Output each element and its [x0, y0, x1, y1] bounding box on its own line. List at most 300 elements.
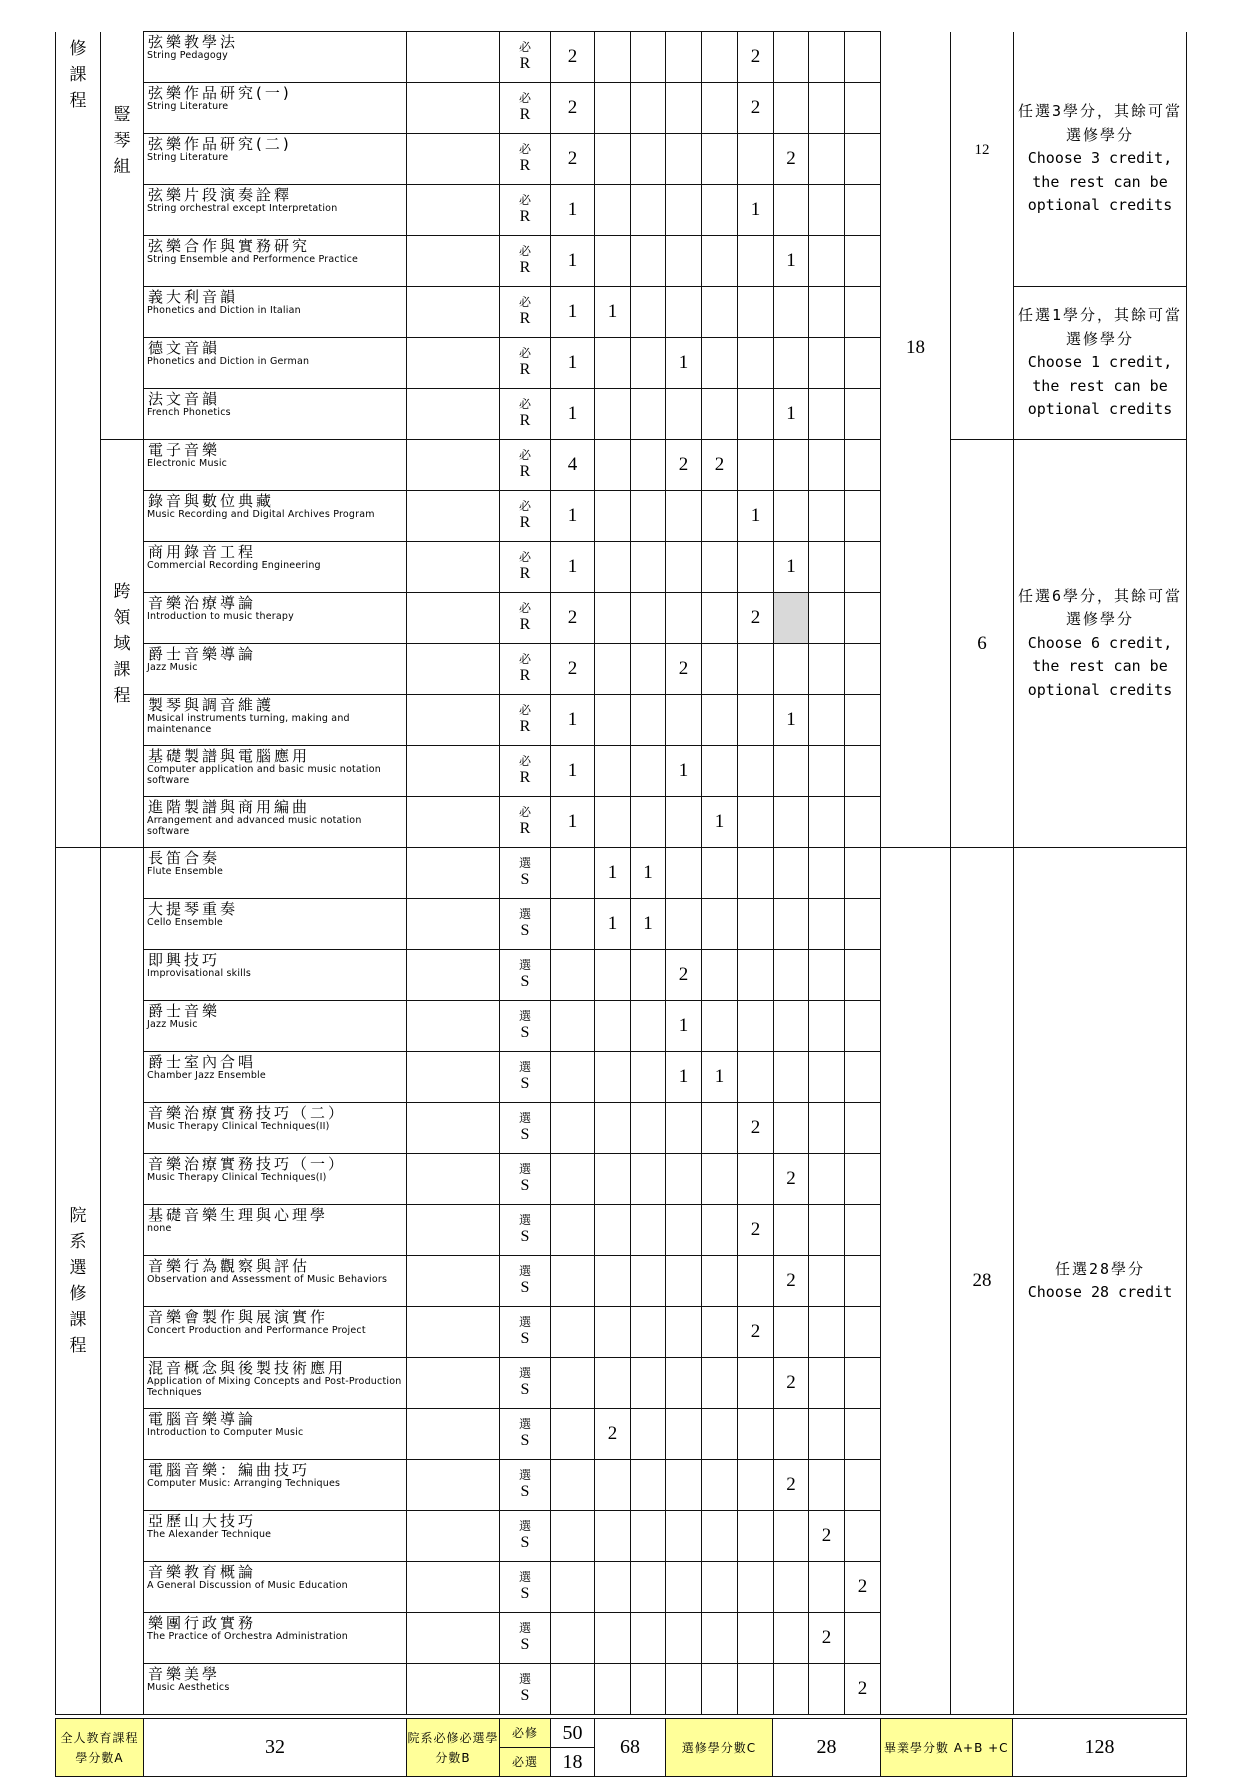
semester-credit [631, 134, 666, 185]
semester-credit [845, 695, 881, 746]
semester-credit [774, 644, 809, 695]
course-credits: 2 [551, 644, 595, 695]
semester-credit [702, 287, 738, 338]
semester-credit [595, 1511, 631, 1562]
course-name-en: Observation and Assessment of Music Behaviors [147, 1274, 388, 1285]
semester-credit [809, 797, 845, 848]
course-type-zh: 必 [518, 397, 531, 411]
course-type [500, 440, 551, 491]
semester-credit: 1 [595, 848, 631, 899]
semester-credit [845, 440, 881, 491]
course-name-en: Music Aesthetics [147, 1682, 230, 1693]
course-remark [407, 899, 500, 950]
course-remark [407, 1613, 500, 1664]
course-type-zh: 必 [518, 142, 531, 156]
semester-credit [738, 236, 774, 287]
course-type-zh: 必 [518, 703, 531, 717]
semester-credit [845, 1001, 881, 1052]
semester-credit [809, 1205, 845, 1256]
subgroup-label-harp [101, 32, 144, 440]
course-credits [551, 1205, 595, 1256]
semester-credit [631, 542, 666, 593]
course-type [500, 644, 551, 695]
semester-credit [666, 1154, 702, 1205]
course-remark [407, 797, 500, 848]
semester-credit [809, 491, 845, 542]
course-type-zh: 必 [518, 499, 531, 513]
semester-credit: 1 [595, 287, 631, 338]
semester-credit [666, 1256, 702, 1307]
semester-credit: 2 [738, 83, 774, 134]
course-name [144, 1103, 407, 1154]
semester-credit [631, 389, 666, 440]
semester-credit [631, 746, 666, 797]
course-credits [551, 1358, 595, 1409]
semester-credit [702, 1664, 738, 1715]
semester-credit [702, 1460, 738, 1511]
course-name [144, 491, 407, 542]
semester-credit: 2 [666, 440, 702, 491]
course-name [144, 1358, 407, 1409]
course-type [500, 338, 551, 389]
course-name-zh: 電腦音樂導論 [148, 1410, 257, 1428]
course-name-en: String Pedagogy [147, 50, 228, 61]
semester-credit [702, 491, 738, 542]
course-remark [407, 1460, 500, 1511]
course-credits [551, 848, 595, 899]
semester-credit [631, 1562, 666, 1613]
course-row [56, 440, 1187, 491]
semester-credit: 2 [809, 1511, 845, 1562]
semester-credit: 1 [774, 695, 809, 746]
note-cross-6-en: Choose 6 credit, the rest can be optional credits [1027, 633, 1173, 699]
course-credits [551, 1307, 595, 1358]
course-credits: 1 [551, 695, 595, 746]
course-name-en: Music Therapy Clinical Techniques(I) [147, 1172, 327, 1183]
semester-credit: 1 [774, 542, 809, 593]
group-label-elective [56, 848, 101, 1715]
course-name [144, 1307, 407, 1358]
course-type-en: R [519, 157, 531, 174]
semester-credit [702, 695, 738, 746]
semester-credit [774, 746, 809, 797]
course-type [500, 1154, 551, 1205]
course-credits: 1 [551, 338, 595, 389]
semester-credit [666, 83, 702, 134]
semester-credit [631, 1103, 666, 1154]
semester-credit [845, 236, 881, 287]
course-type-zh: 選 [518, 1213, 531, 1227]
semester-credit [631, 1460, 666, 1511]
course-type-en: R [519, 55, 531, 72]
course-credits [551, 1562, 595, 1613]
semester-credit [738, 1409, 774, 1460]
course-name-zh: 音樂治療實務技巧（一） [148, 1155, 347, 1173]
semester-credit [631, 1205, 666, 1256]
course-name-zh: 音樂教育概論 [148, 1563, 257, 1581]
semester-credit [845, 1511, 881, 1562]
semester-credit [809, 695, 845, 746]
semester-credit [774, 1307, 809, 1358]
total-education-credits-label: 全人教育課程學分數A [56, 1719, 144, 1777]
course-type-en: S [520, 1636, 530, 1653]
semester-credit [631, 950, 666, 1001]
course-type [500, 1358, 551, 1409]
semester-credit [774, 185, 809, 236]
course-name [144, 1562, 407, 1613]
course-name [144, 695, 407, 746]
course-type [500, 236, 551, 287]
semester-credit [738, 1256, 774, 1307]
semester-credit [595, 32, 631, 83]
semester-credit [666, 593, 702, 644]
semester-credit [631, 287, 666, 338]
course-name-en: The Practice of Orchestra Administration [147, 1631, 349, 1642]
semester-credit [809, 338, 845, 389]
semester-credit [666, 32, 702, 83]
course-type [500, 1001, 551, 1052]
semester-credit [666, 1358, 702, 1409]
course-name-zh: 基礎製譜與電腦應用 [148, 747, 311, 765]
required-total-text: 18 [906, 336, 925, 358]
semester-credit: 2 [774, 1358, 809, 1409]
course-name-zh: 弦樂教學法 [148, 33, 239, 51]
note-elective-28 [1014, 848, 1187, 1715]
semester-credit [774, 338, 809, 389]
semester-credit [595, 1562, 631, 1613]
course-credits [551, 899, 595, 950]
semester-credit [845, 389, 881, 440]
semester-credit: 2 [845, 1664, 881, 1715]
semester-credit [774, 1613, 809, 1664]
semester-credit [809, 1460, 845, 1511]
course-name-en: A General Discussion of Music Education [147, 1580, 348, 1591]
course-name [144, 1460, 407, 1511]
semester-credit [738, 1358, 774, 1409]
course-name-en: Music Recording and Digital Archives Program [147, 509, 375, 520]
course-remark [407, 491, 500, 542]
course-name-zh: 弦樂合作與實務研究 [148, 237, 311, 255]
semester-credit [738, 1664, 774, 1715]
semester-credit [738, 746, 774, 797]
semester-credit [702, 236, 738, 287]
semester-credit [631, 1307, 666, 1358]
course-type [500, 83, 551, 134]
course-type [500, 1103, 551, 1154]
semester-credit [702, 542, 738, 593]
course-type [500, 899, 551, 950]
semester-credit [845, 338, 881, 389]
semester-credit [702, 1103, 738, 1154]
course-name [144, 1052, 407, 1103]
semester-credit [738, 1154, 774, 1205]
semester-credit [595, 1052, 631, 1103]
semester-credit [595, 1613, 631, 1664]
course-name-en: String Ensemble and Performence Practice [147, 254, 359, 265]
semester-credit [595, 1001, 631, 1052]
semester-credit: 2 [774, 1460, 809, 1511]
semester-credit: 1 [774, 236, 809, 287]
course-type-zh: 必 [518, 754, 531, 768]
graduation-credits-label: 畢業學分數 A+B +C [881, 1719, 1013, 1777]
course-type [500, 134, 551, 185]
course-remark [407, 1511, 500, 1562]
course-name [144, 236, 407, 287]
semester-credit [631, 83, 666, 134]
semester-credit [809, 1358, 845, 1409]
semester-credit [702, 593, 738, 644]
semester-credit [738, 1613, 774, 1664]
course-name-zh: 弦樂作品研究(一) [148, 84, 292, 102]
course-remark [407, 695, 500, 746]
semester-credit [845, 542, 881, 593]
semester-credit [809, 542, 845, 593]
course-type-en: S [520, 871, 530, 888]
course-name-en: Cello Ensemble [147, 917, 223, 928]
course-remark [407, 950, 500, 1001]
semester-credit [809, 1256, 845, 1307]
course-type-en: R [519, 718, 531, 735]
semester-credit [631, 338, 666, 389]
course-type-en: R [519, 667, 531, 684]
semester-credit [845, 1460, 881, 1511]
course-name-en: Computer application and basic music notation software [147, 764, 381, 786]
course-name-zh: 音樂治療實務技巧（二） [148, 1104, 347, 1122]
course-type-en: S [520, 1330, 530, 1347]
course-name [144, 950, 407, 1001]
semester-credit [595, 1358, 631, 1409]
note-harp-1 [1014, 287, 1187, 440]
semester-credit: 2 [738, 32, 774, 83]
course-type-en: S [520, 1075, 530, 1092]
semester-credit [666, 695, 702, 746]
course-name-zh: 弦樂片段演奏詮釋 [148, 186, 293, 204]
course-credits: 2 [551, 83, 595, 134]
course-name [144, 389, 407, 440]
semester-credit [666, 1664, 702, 1715]
semester-credit [809, 1307, 845, 1358]
course-type [500, 32, 551, 83]
semester-credit: 2 [738, 1307, 774, 1358]
group-label-required-text: 修課程 [69, 38, 87, 111]
semester-credit [666, 134, 702, 185]
course-name-zh: 樂團行政實務 [148, 1614, 257, 1632]
semester-credit [595, 746, 631, 797]
semester-credit [809, 83, 845, 134]
semester-credit [595, 1205, 631, 1256]
semester-credit [738, 797, 774, 848]
course-credits [551, 1103, 595, 1154]
course-type [500, 950, 551, 1001]
course-name-zh: 錄音與數位典藏 [148, 492, 275, 510]
semester-credit [595, 83, 631, 134]
semester-credit: 1 [702, 1052, 738, 1103]
semester-credit [702, 644, 738, 695]
course-remark [407, 1409, 500, 1460]
course-credits: 1 [551, 746, 595, 797]
course-type-en: R [519, 259, 531, 276]
course-type-en: S [520, 922, 530, 939]
semester-credit: 2 [774, 1256, 809, 1307]
course-remark [407, 32, 500, 83]
course-type-en: S [520, 1126, 530, 1143]
course-name-en: Improvisational skills [147, 968, 252, 979]
course-credits [551, 1511, 595, 1562]
note-harp-3-zh: 任選3學分，其餘可當選修學分 [1017, 102, 1183, 144]
course-name-en: Jazz Music [147, 662, 198, 673]
selected-required-value: 18 [551, 1748, 595, 1777]
semester-credit [595, 1103, 631, 1154]
course-name-en: Introduction to Computer Music [147, 1427, 304, 1438]
course-name-zh: 商用錄音工程 [148, 543, 257, 561]
semester-credit [702, 1613, 738, 1664]
semester-credit [702, 1154, 738, 1205]
semester-credit [809, 440, 845, 491]
semester-credit: 2 [738, 1103, 774, 1154]
semester-credit [595, 1460, 631, 1511]
semester-credit: 1 [631, 899, 666, 950]
course-type-en: R [519, 208, 531, 225]
group-label-required [56, 32, 101, 848]
course-type-zh: 必 [518, 601, 531, 615]
course-type [500, 1205, 551, 1256]
semester-credit [631, 644, 666, 695]
course-remark [407, 1256, 500, 1307]
course-type [500, 1052, 551, 1103]
semester-credit [845, 287, 881, 338]
course-name-en: Commercial Recording Engineering [147, 560, 321, 571]
course-type [500, 287, 551, 338]
semester-credit: 1 [666, 338, 702, 389]
semester-credit [631, 1409, 666, 1460]
semester-credit [774, 287, 809, 338]
semester-credit [595, 389, 631, 440]
semester-credit [809, 134, 845, 185]
course-name [144, 1256, 407, 1307]
semester-credit [845, 1358, 881, 1409]
semester-credit [774, 491, 809, 542]
semester-credit [595, 797, 631, 848]
course-remark [407, 338, 500, 389]
course-row [56, 848, 1187, 899]
course-type-zh: 選 [518, 1009, 531, 1023]
semester-credit [595, 644, 631, 695]
semester-credit [774, 899, 809, 950]
subgroup-label-harp-text: 豎琴組 [113, 104, 131, 177]
semester-credit: 2 [809, 1613, 845, 1664]
semester-credit: 1 [631, 848, 666, 899]
course-type [500, 695, 551, 746]
course-name [144, 1409, 407, 1460]
course-name-zh: 音樂美學 [148, 1665, 221, 1683]
course-name-zh: 爵士音樂 [148, 1002, 221, 1020]
semester-credit [774, 1052, 809, 1103]
course-remark [407, 746, 500, 797]
course-name [144, 593, 407, 644]
semester-credit [774, 593, 809, 644]
course-credits: 1 [551, 797, 595, 848]
semester-credit [845, 1613, 881, 1664]
subgroup-empty [101, 848, 144, 1715]
semester-credit [595, 185, 631, 236]
course-type-en: R [519, 514, 531, 531]
dept-total-value: 68 [595, 1719, 666, 1777]
semester-credit [666, 1511, 702, 1562]
semester-credit [666, 1409, 702, 1460]
semester-credit [774, 797, 809, 848]
course-type [500, 1256, 551, 1307]
semester-credit [631, 185, 666, 236]
course-type [500, 1409, 551, 1460]
course-type [500, 593, 551, 644]
course-credits: 1 [551, 542, 595, 593]
semester-credit: 2 [738, 593, 774, 644]
semester-credit [774, 1409, 809, 1460]
semester-credit [702, 1205, 738, 1256]
semester-credit [809, 848, 845, 899]
semester-credit [774, 1001, 809, 1052]
course-credits [551, 1409, 595, 1460]
semester-credit [631, 593, 666, 644]
dept-required-credits-label: 院系必修必選學分數B [407, 1719, 500, 1777]
semester-credit [774, 848, 809, 899]
course-remark [407, 1052, 500, 1103]
course-name-en: Jazz Music [147, 1019, 198, 1030]
course-name [144, 1511, 407, 1562]
elective-total-text: 28 [972, 1270, 992, 1291]
course-type-zh: 必 [518, 652, 531, 666]
semester-credit: 1 [666, 746, 702, 797]
course-type [500, 1460, 551, 1511]
semester-credit [845, 1205, 881, 1256]
course-type-zh: 選 [518, 1621, 531, 1635]
course-credits: 2 [551, 32, 595, 83]
course-credits: 2 [551, 593, 595, 644]
course-credits [551, 950, 595, 1001]
course-name-zh: 爵士音樂導論 [148, 645, 257, 663]
course-table [55, 31, 1187, 1715]
course-type-zh: 選 [518, 1264, 531, 1278]
semester-credit [702, 1307, 738, 1358]
course-remark [407, 185, 500, 236]
semester-credit [809, 1562, 845, 1613]
semester-credit [845, 1409, 881, 1460]
course-name [144, 746, 407, 797]
semester-credit [631, 1358, 666, 1409]
course-credits [551, 1154, 595, 1205]
semester-credit [845, 848, 881, 899]
course-type-en: R [519, 769, 531, 786]
semester-credit [774, 1511, 809, 1562]
course-name [144, 848, 407, 899]
course-name-zh: 弦樂作品研究(二) [148, 135, 292, 153]
course-remark [407, 83, 500, 134]
semester-credit [774, 1103, 809, 1154]
semester-credit [774, 1205, 809, 1256]
semester-credit [631, 491, 666, 542]
course-remark [407, 1358, 500, 1409]
course-remark [407, 1001, 500, 1052]
semester-credit [774, 1562, 809, 1613]
course-type-en: S [520, 1024, 530, 1041]
semester-credit [809, 1103, 845, 1154]
course-name-zh: 製琴與調音維護 [148, 696, 275, 714]
semester-credit [595, 1154, 631, 1205]
course-remark [407, 644, 500, 695]
course-type-zh: 必 [518, 805, 531, 819]
course-remark [407, 440, 500, 491]
course-remark [407, 287, 500, 338]
